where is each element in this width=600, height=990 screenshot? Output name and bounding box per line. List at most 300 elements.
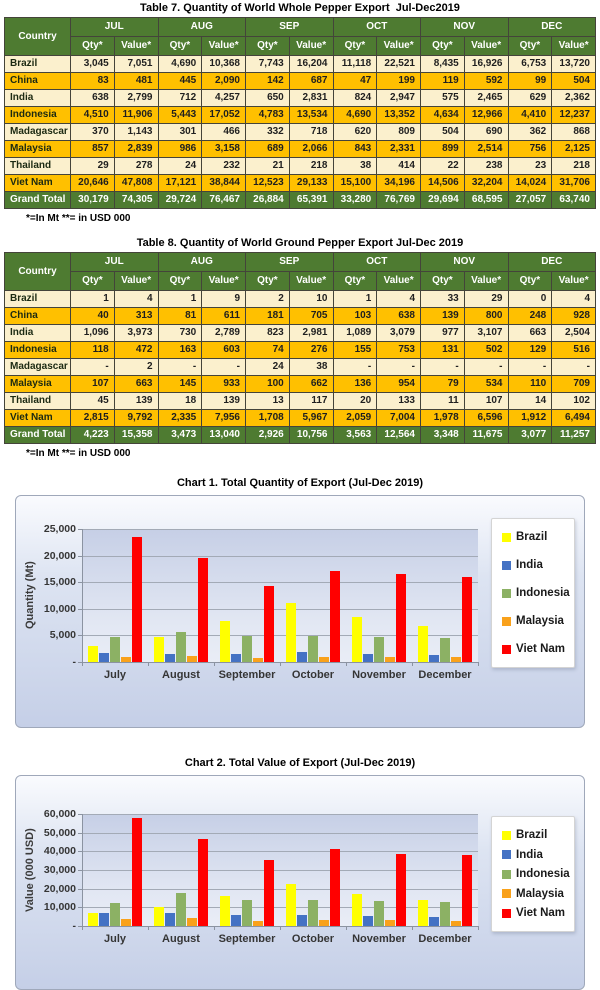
x-tick-mark: [478, 662, 479, 666]
legend-marker: [502, 589, 511, 598]
value-cell: 6,494: [552, 410, 596, 427]
grand-total-value: 3,077: [508, 427, 552, 444]
india-bar: [99, 913, 109, 926]
table7-section: [0, 2, 600, 225]
value-cell: 13: [246, 393, 290, 410]
value-cell: 8,435: [421, 56, 465, 73]
legend-label: Malaysia: [516, 887, 564, 900]
table-row: [5, 393, 596, 410]
table-row: [5, 90, 596, 107]
value-cell: 2,514: [464, 141, 508, 158]
value-cell: 13,534: [289, 107, 333, 124]
country-cell: Brazil: [5, 56, 71, 73]
value-cell: 575: [421, 90, 465, 107]
value-cell: 611: [202, 308, 246, 325]
brazil-bar: [88, 913, 98, 926]
value-cell: 6,596: [464, 410, 508, 427]
value-cell: 17,121: [158, 175, 202, 192]
qty-header: Qty*: [71, 272, 115, 291]
value-cell: 117: [289, 393, 333, 410]
legend-marker: [502, 870, 511, 879]
bar-group: [280, 849, 346, 926]
country-cell: Indonesia: [5, 107, 71, 124]
value-cell: 17,052: [202, 107, 246, 124]
value-cell: 977: [421, 325, 465, 342]
chart2-section: [0, 756, 600, 990]
brazil-bar: [220, 621, 230, 662]
legend: [491, 518, 575, 668]
value-cell: 3,045: [71, 56, 115, 73]
value-cell: 2,465: [464, 90, 508, 107]
value-cell: 5,443: [158, 107, 202, 124]
value-cell: 29: [71, 158, 115, 175]
value-cell: 7,004: [377, 410, 421, 427]
y-tick-label: 25,000: [43, 523, 76, 535]
india-bar: [231, 915, 241, 926]
month-label: September: [218, 933, 276, 945]
value-cell: -: [158, 359, 202, 376]
value-cell: 238: [464, 158, 508, 175]
india-bar: [429, 655, 439, 662]
value-cell: 756: [508, 141, 552, 158]
brazil-bar: [220, 896, 230, 926]
value-cell: 2,815: [71, 410, 115, 427]
value-cell: 142: [246, 73, 290, 90]
value-cell: 2: [246, 291, 290, 308]
value-cell: 20,646: [71, 175, 115, 192]
y-tick-label: 30,000: [43, 864, 76, 876]
value-cell: -: [421, 359, 465, 376]
indonesia-bar: [242, 900, 252, 926]
value-cell: 650: [246, 90, 290, 107]
value-cell: 81: [158, 308, 202, 325]
table-row: [5, 73, 596, 90]
legend-label: Indonesia: [516, 868, 570, 880]
value-cell: 11,906: [114, 107, 158, 124]
value-header: Value*: [289, 37, 333, 56]
brazil-bar: [154, 907, 164, 926]
grand-total-value: 13,040: [202, 427, 246, 444]
value-cell: 83: [71, 73, 115, 90]
value-cell: 504: [552, 73, 596, 90]
value-cell: 119: [421, 73, 465, 90]
value-cell: 472: [114, 342, 158, 359]
bar-group: [214, 586, 280, 662]
value-cell: 38,844: [202, 175, 246, 192]
value-cell: 689: [246, 141, 290, 158]
viet-nam-bar: [396, 854, 406, 926]
x-tick-mark: [214, 662, 215, 666]
month-header: OCT: [333, 18, 421, 37]
viet-nam-bar: [198, 558, 208, 662]
month-header: NOV: [421, 18, 509, 37]
value-cell: 4,410: [508, 107, 552, 124]
value-cell: 3,158: [202, 141, 246, 158]
month-header: AUG: [158, 253, 246, 272]
grand-total-value: 2,926: [246, 427, 290, 444]
legend-marker: [502, 561, 511, 570]
x-tick-mark: [280, 662, 281, 666]
country-cell: India: [5, 90, 71, 107]
month-label: December: [418, 669, 472, 681]
value-cell: 20: [333, 393, 377, 410]
value-cell: 10: [289, 291, 333, 308]
value-cell: 313: [114, 308, 158, 325]
y-axis-title: Quantity (Mt): [24, 561, 36, 630]
month-label: July: [103, 669, 126, 681]
value-cell: 2,362: [552, 90, 596, 107]
table-row: [5, 158, 596, 175]
x-tick-mark: [214, 926, 215, 930]
grand-total-value: 63,740: [552, 192, 596, 209]
x-tick-mark: [412, 926, 413, 930]
month-label: July: [103, 933, 126, 945]
value-cell: 12,237: [552, 107, 596, 124]
subheader-row: [5, 272, 596, 291]
value-header: Value*: [202, 272, 246, 291]
value-header: Value*: [114, 272, 158, 291]
y-axis-line: [82, 529, 83, 662]
value-cell: 662: [289, 376, 333, 393]
value-cell: 29,133: [289, 175, 333, 192]
value-cell: 986: [158, 141, 202, 158]
y-tick-label: 20,000: [43, 550, 76, 562]
value-cell: 218: [552, 158, 596, 175]
grand-total-value: 30,179: [71, 192, 115, 209]
value-cell: 690: [464, 124, 508, 141]
grand-total-value: 11,257: [552, 427, 596, 444]
value-cell: 1: [158, 291, 202, 308]
indonesia-bar: [440, 638, 450, 662]
value-cell: 4,690: [333, 107, 377, 124]
value-cell: 824: [333, 90, 377, 107]
value-cell: 129: [508, 342, 552, 359]
value-cell: 638: [377, 308, 421, 325]
indonesia-bar: [176, 893, 186, 926]
brazil-bar: [154, 637, 164, 662]
value-cell: 1,143: [114, 124, 158, 141]
indonesia-bar: [308, 900, 318, 926]
value-cell: 2,059: [333, 410, 377, 427]
value-cell: 131: [421, 342, 465, 359]
value-cell: 809: [377, 124, 421, 141]
value-cell: 629: [508, 90, 552, 107]
grand-total-value: 76,467: [202, 192, 246, 209]
viet-nam-bar: [264, 586, 274, 662]
value-cell: 47: [333, 73, 377, 90]
grand-total-label: Grand Total: [5, 427, 71, 444]
value-cell: 40: [71, 308, 115, 325]
grand-total-value: 65,391: [289, 192, 333, 209]
legend-item: [502, 849, 570, 861]
legend-label: India: [516, 848, 543, 861]
country-cell: China: [5, 308, 71, 325]
viet-nam-bar: [330, 849, 340, 926]
value-cell: 23: [508, 158, 552, 175]
value-cell: 22,521: [377, 56, 421, 73]
y-tick-label: 50,000: [43, 827, 76, 839]
legend-marker: [502, 617, 511, 626]
india-bar: [363, 916, 373, 926]
table-row: [5, 325, 596, 342]
legend-marker: [502, 533, 511, 542]
value-cell: 7,743: [246, 56, 290, 73]
bar-group: [214, 860, 280, 926]
value-cell: 1,912: [508, 410, 552, 427]
value-cell: 620: [333, 124, 377, 141]
india-bar: [165, 654, 175, 662]
value-cell: 9,792: [114, 410, 158, 427]
y-tick-label: 5,000: [49, 629, 76, 641]
indonesia-bar: [374, 901, 384, 926]
value-cell: 592: [464, 73, 508, 90]
grand-total-value: 29,694: [421, 192, 465, 209]
value-header: Value*: [377, 37, 421, 56]
grand-total-value: 76,769: [377, 192, 421, 209]
qty-header: Qty*: [158, 37, 202, 56]
y-tick-label: -: [72, 920, 76, 932]
value-cell: 163: [158, 342, 202, 359]
bars-layer: [82, 814, 478, 926]
value-cell: 823: [246, 325, 290, 342]
month-label: August: [162, 933, 200, 945]
india-bar: [429, 917, 439, 926]
indonesia-bar: [374, 637, 384, 662]
grand-total-row: [5, 427, 596, 444]
x-tick-mark: [148, 662, 149, 666]
viet-nam-bar: [330, 571, 340, 662]
chart1-title: Chart 1. Total Quantity of Export (Jul-Dec 2019): [176, 477, 424, 489]
value-cell: 248: [508, 308, 552, 325]
malaysia-bar: [121, 919, 131, 926]
value-cell: 278: [114, 158, 158, 175]
india-bar: [297, 915, 307, 926]
legend-marker: [502, 850, 511, 859]
value-cell: 38: [333, 158, 377, 175]
india-bar: [363, 654, 373, 662]
value-header: Value*: [377, 272, 421, 291]
value-cell: 3,973: [114, 325, 158, 342]
india-bar: [297, 652, 307, 662]
table-row: [5, 291, 596, 308]
value-cell: 24: [246, 359, 290, 376]
value-cell: 16,926: [464, 56, 508, 73]
month-header: NOV: [421, 253, 509, 272]
value-cell: 74: [246, 342, 290, 359]
grand-total-value: 11,675: [464, 427, 508, 444]
x-tick-mark: [346, 662, 347, 666]
indonesia-bar: [176, 632, 186, 662]
bar-group: [346, 574, 412, 662]
grand-total-value: 26,884: [246, 192, 290, 209]
country-cell: Indonesia: [5, 342, 71, 359]
value-cell: 99: [508, 73, 552, 90]
legend-label: Viet Nam: [516, 907, 566, 919]
table-row: [5, 342, 596, 359]
country-cell: Malaysia: [5, 376, 71, 393]
value-cell: 199: [377, 73, 421, 90]
value-cell: 13,720: [552, 56, 596, 73]
qty-header: Qty*: [246, 37, 290, 56]
legend-item: [502, 907, 570, 919]
month-header: SEP: [246, 253, 334, 272]
grand-total-value: 74,305: [114, 192, 158, 209]
grand-total-value: 4,223: [71, 427, 115, 444]
indonesia-bar: [440, 902, 450, 926]
country-cell: Brazil: [5, 291, 71, 308]
value-cell: 13,352: [377, 107, 421, 124]
value-cell: 1,089: [333, 325, 377, 342]
value-cell: 38: [289, 359, 333, 376]
table8-title: Table 8. Quantity of World Ground Pepper Export Jul-Dec 2019: [136, 237, 464, 249]
chart2-canvas: [15, 775, 585, 990]
month-header: DEC: [508, 253, 596, 272]
indonesia-bar: [110, 637, 120, 662]
value-cell: 14: [508, 393, 552, 410]
table-row: [5, 124, 596, 141]
value-cell: 45: [71, 393, 115, 410]
value-cell: 15,100: [333, 175, 377, 192]
y-tick-label: 10,000: [43, 901, 76, 913]
y-tick-label: 10,000: [43, 603, 76, 615]
value-cell: 504: [421, 124, 465, 141]
value-cell: 7,051: [114, 56, 158, 73]
value-cell: 33: [421, 291, 465, 308]
viet-nam-bar: [198, 839, 208, 926]
value-cell: 502: [464, 342, 508, 359]
viet-nam-bar: [132, 537, 142, 662]
value-cell: 730: [158, 325, 202, 342]
value-cell: 2,981: [289, 325, 333, 342]
value-cell: 118: [71, 342, 115, 359]
value-cell: 139: [202, 393, 246, 410]
value-cell: 1,708: [246, 410, 290, 427]
month-header: JUL: [71, 18, 159, 37]
month-label: December: [418, 933, 472, 945]
value-cell: 11: [421, 393, 465, 410]
value-cell: 2,839: [114, 141, 158, 158]
table8-section: [0, 237, 600, 460]
value-header: Value*: [464, 272, 508, 291]
value-cell: 136: [333, 376, 377, 393]
legend-item: [502, 531, 570, 543]
value-cell: 12,523: [246, 175, 290, 192]
qty-header: Qty*: [421, 37, 465, 56]
value-header: Value*: [202, 37, 246, 56]
month-header: OCT: [333, 253, 421, 272]
value-cell: 1,978: [421, 410, 465, 427]
value-cell: 516: [552, 342, 596, 359]
value-cell: -: [464, 359, 508, 376]
indonesia-bar: [242, 636, 252, 662]
value-cell: 857: [71, 141, 115, 158]
value-cell: 1: [333, 291, 377, 308]
value-cell: 4,690: [158, 56, 202, 73]
value-cell: 232: [202, 158, 246, 175]
indonesia-bar: [110, 903, 120, 926]
grand-total-value: 15,358: [114, 427, 158, 444]
value-cell: 133: [377, 393, 421, 410]
value-cell: 145: [158, 376, 202, 393]
value-cell: 181: [246, 308, 290, 325]
table7-table: [4, 17, 596, 209]
value-cell: 933: [202, 376, 246, 393]
bar-group: [280, 571, 346, 662]
value-cell: 32,204: [464, 175, 508, 192]
month-label: November: [352, 933, 406, 945]
brazil-bar: [418, 626, 428, 662]
qty-header: Qty*: [508, 37, 552, 56]
value-cell: 110: [508, 376, 552, 393]
value-cell: 4,510: [71, 107, 115, 124]
malaysia-bar: [187, 918, 197, 926]
value-cell: 5,967: [289, 410, 333, 427]
country-cell: Viet Nam: [5, 410, 71, 427]
viet-nam-bar: [396, 574, 406, 662]
value-cell: 10,368: [202, 56, 246, 73]
value-cell: 445: [158, 73, 202, 90]
chart1-section: [0, 476, 600, 728]
legend-item: [502, 868, 570, 880]
x-category-labels: [82, 932, 478, 946]
value-cell: 34,196: [377, 175, 421, 192]
value-cell: 843: [333, 141, 377, 158]
value-cell: -: [71, 359, 115, 376]
value-cell: 3,107: [464, 325, 508, 342]
value-cell: 2,831: [289, 90, 333, 107]
value-cell: 218: [289, 158, 333, 175]
value-cell: 24: [158, 158, 202, 175]
legend: [491, 816, 575, 932]
value-cell: -: [377, 359, 421, 376]
spacer: [0, 225, 600, 237]
value-cell: 7,956: [202, 410, 246, 427]
x-tick-mark: [82, 662, 83, 666]
table-row: [5, 56, 596, 73]
table-row: [5, 107, 596, 124]
value-cell: 2,504: [552, 325, 596, 342]
viet-nam-bar: [462, 577, 472, 662]
month-header: DEC: [508, 18, 596, 37]
table8-table: [4, 252, 596, 444]
brazil-bar: [418, 900, 428, 926]
value-header: Value*: [552, 272, 596, 291]
x-category-labels: [82, 668, 478, 682]
y-tick-label: 20,000: [43, 883, 76, 895]
grand-total-value: 3,563: [333, 427, 377, 444]
qty-header: Qty*: [333, 272, 377, 291]
value-cell: 709: [552, 376, 596, 393]
table-row: [5, 359, 596, 376]
value-cell: 4,783: [246, 107, 290, 124]
value-cell: 2,335: [158, 410, 202, 427]
india-bar: [231, 654, 241, 662]
value-cell: 12,966: [464, 107, 508, 124]
value-cell: 2,331: [377, 141, 421, 158]
value-cell: 687: [289, 73, 333, 90]
india-bar: [99, 653, 109, 662]
value-cell: 370: [71, 124, 115, 141]
value-header: Value*: [552, 37, 596, 56]
bar-group: [412, 855, 478, 926]
legend-item: [502, 559, 570, 571]
value-cell: 14,506: [421, 175, 465, 192]
value-cell: 21: [246, 158, 290, 175]
qty-header: Qty*: [246, 272, 290, 291]
grand-total-value: 68,595: [464, 192, 508, 209]
x-tick-mark: [346, 926, 347, 930]
value-cell: 718: [289, 124, 333, 141]
